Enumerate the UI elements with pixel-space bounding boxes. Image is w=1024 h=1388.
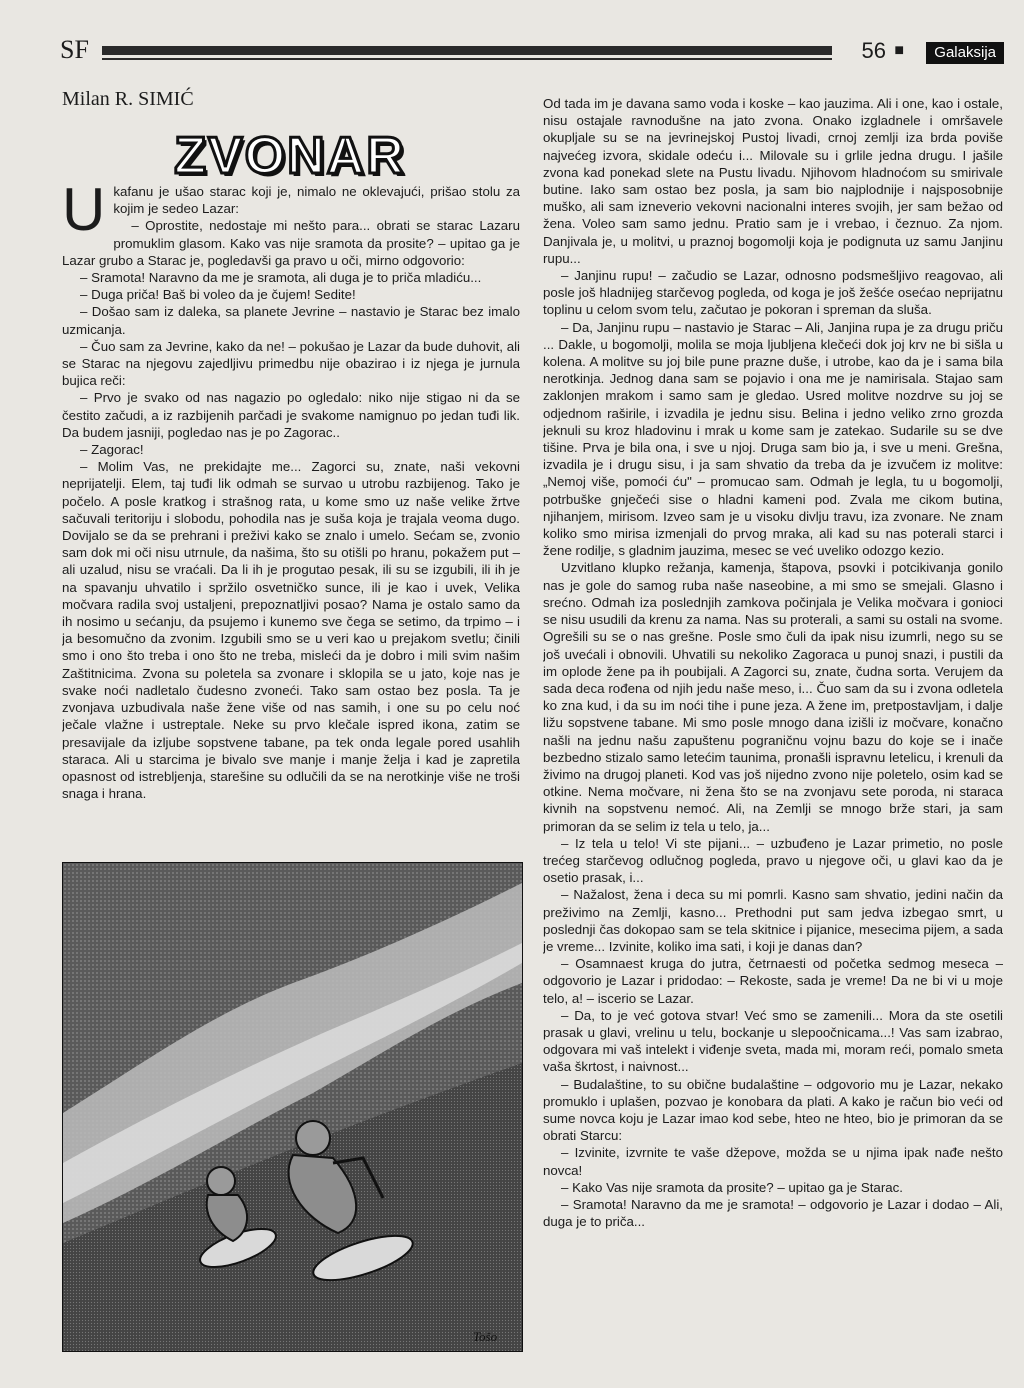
paragraph: – Sramota! Naravno da me je sramota! – odgovorio je Lazar i dodao – Ali, duga je to priča... bbox=[543, 1197, 1003, 1230]
section-label: SF bbox=[60, 35, 89, 64]
story-illustration bbox=[62, 862, 523, 1352]
text-column-left bbox=[62, 183, 520, 855]
paragraph: – Janjinu rupu! – začudio se Lazar, odnosno podsmešljivo reagovao, ali posle još hladnijeg starčevog pogleda, od koga je još žešće osećao neprijatnu toplinu u celom svom telu, začutao je pokoran i spreman da sluša. bbox=[543, 268, 1003, 318]
left-paragraphs bbox=[62, 183, 520, 802]
paragraph: – Osamnaest kruga do jutra, četrnaesti od početka sedmog meseca – odgovorio je Lazar i pridodao: – Rekoste, sada je vreme! Da ne bi vi u moje telo, a! – iscerio se Lazar. bbox=[543, 956, 1003, 1006]
paragraph: – Kako Vas nije sramota da prosite? – upitao ga je Starac. bbox=[561, 1179, 903, 1195]
bullet-icon: ■ bbox=[894, 42, 904, 59]
paragraph: – Duga priča! Baš bi voleo da je čujem! Sedite! bbox=[80, 287, 356, 303]
paragraph: kafanu je ušao starac koji je, nimalo ne oklevajući, prišao stolu za kojim je sedeo Lazar: bbox=[113, 184, 520, 217]
magazine-name: Galaksija bbox=[926, 42, 1004, 64]
header-rule-thin bbox=[102, 58, 832, 60]
paragraph: – Oprostite, nedostaje mi nešto para... obrati se starac Lazaru promuklim glasom. Kako vas nije sramota da prosite? – upitao ga je Lazar grubo a Starac je, pogledavši ga pravo u oči, mirno odgovorio: bbox=[62, 218, 520, 268]
author-name: Milan R. SIMIĆ bbox=[62, 88, 194, 110]
paragraph: – Da, Janjinu rupu – nastavio je Starac – Ali, Janjina rupa je za drugu priču ... Dakle, u bogomolji, molila se moja ljubljena klečeći dok joj krv ne bi sišla u kolena. A molitve su joj bile pune prazne duše, i utrobe, kao da je i sama bila nerotkinja. Jednog dana sam se pojavio i ona me je namirisala. Stajao sam zaklonjen mrakom i samo sam je gledao. Usred molitve nozdrve su joj se odjednom raširile, i izvadila je jednu sisu. Belina i jedno veliko zrno grozda jeknuli su kroz hladovinu i mrak u kome sam je zatekao. Sudarile su se dve tišine. Prva je bila ona, i sve u njoj. Druga sam bio ja, i sve u meni. Grešna, izvadila je i drugu sisu, i ja sam shvatio da treba da je izvučem iz molitve: „Nemoj više, pomoći ću" – promucao sam. Odmah je legla, tu u bogomolji, potrbuške gnječeći sise o hladni kameni pod. Zvala me cikom butina, njihanjem, mirisom. Izveo sam je u visoku divlju travu, iza zvonare. Ne znam koliko smo mirisa izmenjali do prvog mraka, ali kad su nas poterali starci i žene rodilje, s gladnim jauzima, mesec se već uveliko odozgo kezio. bbox=[543, 319, 1003, 559]
illustration-image bbox=[63, 863, 522, 1351]
paragraph: – Zagorac! bbox=[80, 442, 144, 458]
paragraph: – Čuo sam za Jevrine, kako da ne! – pokušao je Lazar da bude duhovit, ali se Starac na njegovu zajedljivu primedbu nije obazirao i iz njega je jurnula bujica reči: bbox=[62, 338, 520, 389]
paragraph: – Nažalost, žena i deca su mi pomrli. Kasno sam shvatio, jedini način da preživimo na Zemlji, kasno... Prethodni put sam jedva izbegao smrt, u poslednji čas dokopao sam se tela skitnice i pijanice, mesecima pijem, a sada je vreme... Izvinite, koliko ima sati, i koji je danas dan? bbox=[543, 887, 1003, 954]
page-number: 56 bbox=[861, 38, 886, 63]
text-column-right bbox=[543, 95, 1003, 1357]
paragraph: – Budalaštine, to su obične budalaštine – odgovorio mu je Lazar, nekako promuklo i uplašen, pozvao je konobara da plati. A kako je račun bio veći od sume novca koju je Lazar imao kod sebe, hteo ne hteo, bio je primoran da se obrati Starcu: bbox=[543, 1076, 1003, 1144]
paragraph: – Iz tela u telo! Vi ste pijani... – uzbuđeno je Lazar primetio, no posle trećeg starčevog odlučnog pogleda, pravo u njegove oči, u glavi kao da je osetio prasak, i... bbox=[543, 835, 1003, 886]
paragraph: – Da, to je već gotova stvar! Već smo se zamenili... Mora da ste osetili prasak u glavi, vrelinu u telu, bockanje u slepoočnicama...! Vas sam izabrao, odgovara mi vaš intelekt i viđenje sveta, mada mi, moram reći, pomalo smeta vaša škrtost, i naivnost... bbox=[543, 1007, 1003, 1075]
paragraph: Uzvitlano klupko režanja, kamenja, štapova, psovki i potcikivanja gonilo nas je gole do samog ruba naše naseobine, a mi smo se smejali. Glasno i srećno. Odmah iza poslednjih zamkova počinjala je Velika močvara i gonioci se nisu usudili da krenu za nama. Nas su proterali, a sami su ostali na svome. Ogrešili su se o nas grešne. Posle smo čuli da ipak nisu izumrli, nego su se još uvećali i obnovili. Uhvatili su nekoliko Zagoraca u punoj snazi, i pustili da im oplode žene pa ih poubijali. A Zagorci su, znate, čudna sorta. Verujem da sada deca rođena od njih jedu naše meso, i... Čuo sam da su i zvona odletela ko zna kud, i da su im noći tihe i pune jeza. A žene im, pretpostavljam, i dalje ližu sopstvene tabane. Mi smo posle mnogo dana izišli iz močvare, konačno našli na jednu našu zapuštenu pograničnu vojnu bazu do koje se i inače bezbedno stizalo samo letećim taunima, pronašli ispravnu letelicu, i krenuli da živimo na drugoj planeti. Kod vas još nijedno zvono nije poletelo, osim kad se otkine. Nema močvare, ni žena što se na zvonjavu sete poroda, ni staraca kivnih na sopstvenu nemoć. Ali, na Zemlji se mnogo brže stari, ja sam primoran da se selim iz tela u telo, ja... bbox=[543, 560, 1003, 834]
right-paragraphs bbox=[543, 95, 1003, 1230]
page-header bbox=[60, 36, 1004, 66]
article-title: ZVONAR bbox=[174, 127, 406, 185]
paragraph: – Molim Vas, ne prekidajte me... Zagorci su, znate, naši vekovni neprijatelji. Elem, taj tuđi lik odmah se survao u utrobu razbijenog. Tako je počelo. A posle kratkog i strašnog rata, u kome smo uz naše velike žrtve sačuvali teritoriju i slobodu, pohodila nas je suša koja je trajala veoma dugo. Dovijalo se da se prehrani i preživi kako se znalo i umelo. Sećam se, zvonio sam dok mi oči nisu utrnule, da našima, što su otišli po hranu, pokažem put – ali uzalud, nisu se vraćali. Da li ih je progutao pesak, ili su se izgubili, ili ih je na spavanju uhvatilo i spržilo osvetničko sunce, ili je kao i uvek, Velika močvara radila svoj ustaljeni, prepoznatljivi posao? Nama je ostalo samo da ih nosimo u sećanju, da psujemo i kunemo sve čega se setimo, da trpimo – i ja besomučno da zvonim. Izgubili smo se u veri kao u prejakom svetlu; činili smo i ono što treba i ono što ne treba, misleći da je dobro i mili svim našim Zaštitnicima. Zvona su poletela sa zvonare i sklopila se u jato, koje nas je svake noći nadletalo čudesno zvoneći. Tako sam ostao bez posla. Ta je zvonjava uzbudivala naše žene više od nas samih, i one su po celu noć ječale vlažne i ustreptale. Neke su prvo klečale ispred ikona, zatim se presavijale da izljube sopstvene tabane, pa tek onda legale pored usahlih staraca. Ali u starcima je bivalo sve manje i manje želja i kad je zapretila opasnost od istrebljenja, starešine su odlučili da se na nerotkinje više ne troši snaga i hrana. bbox=[62, 459, 520, 802]
paragraph: – Sramota! Naravno da me je sramota, ali duga je to priča mladiću... bbox=[80, 270, 482, 286]
paragraph: – Izvinite, izvrnite te vaše džepove, možda se u njima ipak nađe nešto novca! bbox=[543, 1145, 1003, 1178]
drop-cap: U bbox=[62, 183, 106, 243]
illustration-signature: Tošo bbox=[473, 1329, 498, 1344]
header-rule bbox=[102, 46, 832, 55]
paragraph: Od tada im je davana samo voda i koske – kao jauzima. Ali i one, kao i ostale, nisu ostajale ravnodušne na jato zvona. Onako izgladnele i omršavele okupljale su se na jevrinejskoj Pustoj livadi, crnoj zemlji iza brda poviše najvećeg izvora, skidale odeću i... Milovale su i grlile jedna drugu. I jašile zvona kad ponekad slete na Pustu livadu. Njihovom hladnoćom su smirivale butine. Iako sam ostao bez posla, ja sam bio najplodnije i najsposobnije muško, ali sam izneverio vekovni nacionalni interes svojih, jer sam bežao od žena. Voleo sam samo jednu. Pratio sam je i vrebao, i čeznuo. Za njom. Danjivala je, u molitvi, u praznoj bogomolji koja je podignuta uz samu Janjinu rupu... bbox=[543, 96, 1003, 266]
paragraph: – Prvo je svako od nas nagazio po ogledalo: niko nije stigao ni da se čestito začudi, a iz razbijenih parčadi je svakome namignuo po jedan tuđi lik. Da budem jasniji, pogledao nas je po Zagorac.. bbox=[62, 390, 520, 440]
paragraph: – Došao sam iz daleka, sa planete Jevrine – nastavio je Starac bez imalo uzmicanja. bbox=[62, 304, 520, 337]
